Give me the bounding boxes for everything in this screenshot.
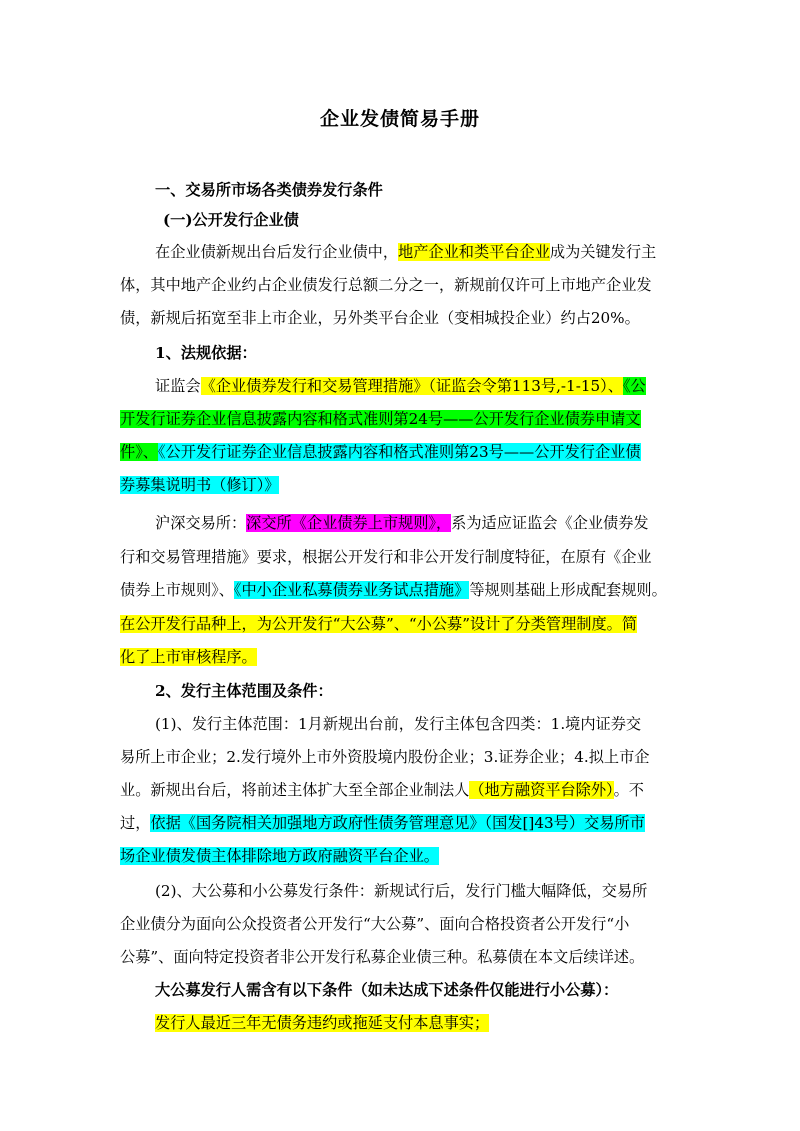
text-span: 易所上市企业；2.发行境外上市外资股境内股份企业；3.证券企业；4.拟上市企: [120, 748, 650, 766]
highlighted-text-yellow: 发行人最近三年无债务违约或拖延支付本息事实；: [155, 1014, 490, 1032]
text-line: [120, 373, 725, 399]
highlighted-text-cyan: 券募集说明书（修订）》: [120, 476, 280, 494]
text-span: 系为适应证监会《企业债券发: [451, 514, 649, 532]
highlighted-text-green: 《公: [622, 377, 646, 395]
text-span: 公募”、面向特定投资者非公开发行私募企业债三种。私募债在本文后续详述。: [120, 948, 645, 966]
highlighted-text-yellow: 地产企业和类平台企业: [398, 243, 550, 261]
text-span: 。不: [613, 781, 644, 799]
text-span: 2、发行主体范围及条件：: [155, 682, 333, 700]
text-span: (一)公开发行企业债: [163, 211, 299, 229]
text-line: [120, 439, 690, 465]
text-line: [120, 843, 690, 869]
text-span: 1、法规依据：: [155, 344, 257, 362]
highlighted-text-cyan: 场企业债发债主体排除地方政府融资平台企业。: [120, 847, 439, 865]
highlighted-text-magenta: 深交所《企业债券上市规则》，: [246, 514, 452, 532]
text-span: 体，其中地产企业约占企业债发行总额二分之一，新规前仅许可上市地产企业发: [120, 276, 652, 294]
text-span: 过，: [120, 814, 151, 832]
text-line: [120, 977, 725, 1003]
text-line: [120, 678, 725, 704]
text-line: [120, 577, 690, 603]
text-line: [120, 272, 690, 298]
text-span: 业。新规出台后，将前述主体扩大至全部企业制法人: [120, 781, 470, 799]
highlighted-text-cyan: 依据《国务院相关加强地方政府性债务管理意见》（国发[]43号）交易所市: [150, 814, 645, 832]
text-span: 在企业债新规出台后发行企业债中，: [155, 243, 398, 261]
text-span: (2)、大公募和小公募发行条件：新规试行后，发行门槛大幅降低，交易所: [155, 882, 648, 900]
text-line: [120, 207, 733, 233]
text-span: 一、交易所市场各类债券发行条件: [155, 181, 383, 199]
highlighted-text-green: 开发行证券企业信息披露内容和格式准则第24号——公开发行企业债券申请文: [120, 410, 641, 428]
highlighted-text-yellow: （地方融资平台除外）: [469, 781, 614, 799]
text-line: [120, 305, 690, 331]
text-line: [120, 510, 725, 536]
text-line: [120, 340, 725, 366]
text-span: 证监会: [155, 377, 201, 395]
text-line: [120, 744, 690, 770]
highlighted-text-yellow: 《企业债券发行和交易管理措施》（证监会令第113号,-1-15）、: [200, 377, 623, 395]
highlighted-text-yellow: 化了上市审核程序。: [120, 648, 257, 666]
text-line: [120, 406, 690, 432]
text-line: [120, 239, 725, 265]
text-span: 等规则基础上形成配套规则。: [469, 581, 667, 599]
text-span: 行和交易管理措施》要求，根据公开发行和非公开发行制度特征，在原有《企业: [120, 548, 652, 566]
highlighted-text-green: 件》、: [120, 443, 158, 461]
text-line: [120, 911, 690, 937]
highlighted-text-cyan: 《中小企业私募债券业务试点措施》: [233, 581, 470, 599]
highlighted-text-yellow: 在公开发行品种上，为公开发行“大公募”、“小公募”设计了分类管理制度。简: [120, 615, 638, 633]
text-line: [120, 878, 725, 904]
text-line: [120, 777, 690, 803]
text-line: [120, 472, 690, 498]
text-line: [120, 944, 690, 970]
text-line: [120, 644, 690, 670]
text-line: [120, 177, 725, 203]
text-span: 企业债分为面向公众投资者公开发行“大公募”、面向合格投资者公开发行“小: [120, 915, 630, 933]
text-span: 沪深交易所：: [155, 514, 247, 532]
text-span: 债，新规后拓宽至非上市企业，另外类平台企业（变相城投企业）约占20%。: [120, 309, 640, 327]
text-line: [120, 711, 725, 737]
text-span: 成为关键发行主: [549, 243, 657, 261]
text-span: (1)、发行主体范围：1月新规出台前，发行主体包含四类：1.境内证券交: [155, 715, 642, 733]
text-line: [120, 1010, 725, 1036]
text-span: 债券上市规则》、: [120, 581, 234, 599]
document-title: 企业发债简易手册: [319, 108, 480, 130]
text-line: [120, 611, 690, 637]
text-line: [120, 810, 690, 836]
text-line: [120, 544, 690, 570]
highlighted-text-cyan: 《公开发行证券企业信息披露内容和格式准则第23号——公开发行企业债: [157, 443, 641, 461]
text-span: 大公募发行人需含有以下条件（如未达成下述条件仅能进行小公募）：: [155, 981, 619, 999]
